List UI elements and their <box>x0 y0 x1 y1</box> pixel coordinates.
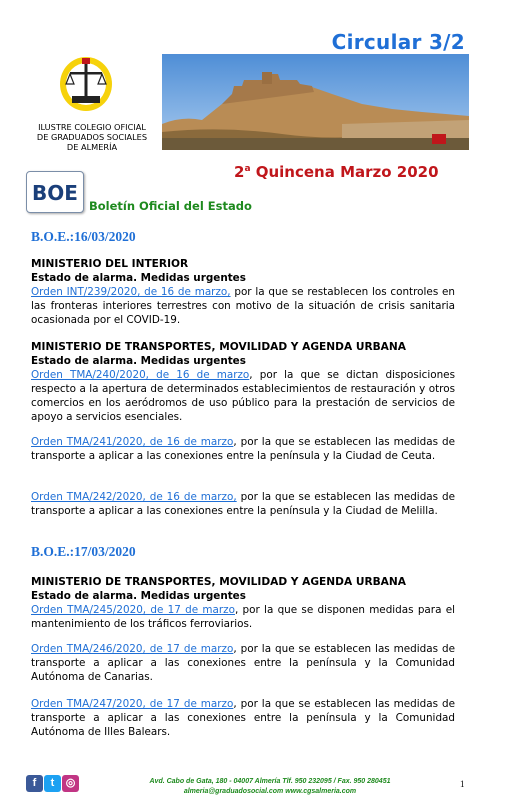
regulation-entry <box>31 603 455 631</box>
footer-address <box>120 777 420 797</box>
college-line: ILUSTRE COLEGIO OFICIAL <box>38 122 146 132</box>
regulation-entry <box>31 490 455 518</box>
regulation-link[interactable]: Orden INT/239/2020, de 16 de marzo, <box>31 286 231 298</box>
facebook-icon[interactable]: f <box>26 775 43 792</box>
regulation-description: por la que se restablecen los controles en las fronteras interiores terrestres con motivo de la situación de crisis sanitaria ocasionada por el COVID-19. <box>31 286 455 326</box>
ministry-subject: Estado de alarma. Medidas urgentes <box>31 272 246 284</box>
regulation-link[interactable]: Orden TMA/245/2020, de 17 de marzo <box>31 604 235 616</box>
ministry-subject: Estado de alarma. Medidas urgentes <box>31 590 246 602</box>
regulation-link[interactable]: Orden TMA/246/2020, de 17 de marzo <box>31 643 234 655</box>
regulation-description: , por la que se disponen medidas para el mantenimiento de los tráficos ferroviarios. <box>31 604 455 630</box>
regulation-entry <box>31 368 455 424</box>
period-ordinal: a <box>244 164 251 174</box>
regulation-link[interactable]: Orden TMA/241/2020, de 16 de marzo <box>31 436 234 448</box>
page-number: 1 <box>460 779 465 789</box>
boe-logo-text: BOE <box>32 181 78 205</box>
regulation-description: por la que se establecen las medidas de transporte a aplicar a las conexiones entre la península y la Ciudad de Melilla. <box>31 491 456 517</box>
regulation-link[interactable]: Orden TMA/242/2020, de 16 de marzo, <box>31 491 237 503</box>
instagram-icon[interactable]: ◎ <box>62 775 79 792</box>
boe-logo <box>26 171 84 213</box>
regulation-description: , por la que se dictan disposiciones respecto a la apertura de determinados establecimientos de restauración y otros comercios en los aeródromos de uso público para la prestación de servicios de apoyo a servicios esenciales. <box>31 369 455 423</box>
ministry-subject: Estado de alarma. Medidas urgentes <box>31 355 246 367</box>
period-number: 2 <box>234 163 245 181</box>
circular-title: Circular 3/2 <box>331 30 465 54</box>
period-title <box>234 163 439 181</box>
college-name <box>22 122 162 152</box>
twitter-icon[interactable]: t <box>44 775 61 792</box>
boe-date-heading: B.O.E.:17/03/2020 <box>31 544 136 559</box>
ministry-name: MINISTERIO DE TRANSPORTES, MOVILIDAD Y AGENDA URBANA <box>31 576 406 588</box>
period-text: Quincena Marzo 2020 <box>250 163 439 181</box>
college-line: DE GRADUADOS SOCIALES <box>36 132 148 142</box>
alcazaba-photo <box>162 54 469 150</box>
regulation-entry <box>31 642 455 684</box>
footer-address-line: Avd. Cabo de Gata, 180 - 04007 Almería Tlf. 950 232095 / Fax. 950 280451 <box>149 778 391 785</box>
boe-label: Boletín Oficial del Estado <box>89 199 252 213</box>
social-links <box>26 775 79 793</box>
college-line: DE ALMERÍA <box>66 142 118 152</box>
regulation-description: , por la que se establecen las medidas de transporte a aplicar a las conexiones entre la península y la Ciudad de Ceuta. <box>31 436 455 462</box>
regulation-link[interactable]: Orden TMA/240/2020, de 16 de marzo <box>31 369 250 381</box>
regulation-entry <box>31 285 455 327</box>
ministry-name: MINISTERIO DE TRANSPORTES, MOVILIDAD Y AGENDA URBANA <box>31 341 406 353</box>
regulation-link[interactable]: Orden TMA/247/2020, de 17 de marzo <box>31 698 234 710</box>
footer-contact-line[interactable]: almeria@graduadosocial.com www.cgsalmeria.com <box>183 788 357 795</box>
regulation-entry <box>31 435 455 463</box>
regulation-entry <box>31 697 455 739</box>
boe-logo-icon <box>27 172 83 212</box>
regulation-description: , por la que se establecen las medidas de transporte a aplicar a las conexiones entre la península y la Comunidad Autónoma de Illes Balears. <box>31 698 455 738</box>
college-seal-icon <box>58 54 114 112</box>
regulation-description: , por la que se establecen las medidas de transporte a aplicar a las conexiones entre la península y la Comunidad Autónoma de Canarias. <box>31 643 455 683</box>
ministry-name: MINISTERIO DEL INTERIOR <box>31 258 189 270</box>
boe-date-heading: B.O.E.:16/03/2020 <box>31 229 136 244</box>
